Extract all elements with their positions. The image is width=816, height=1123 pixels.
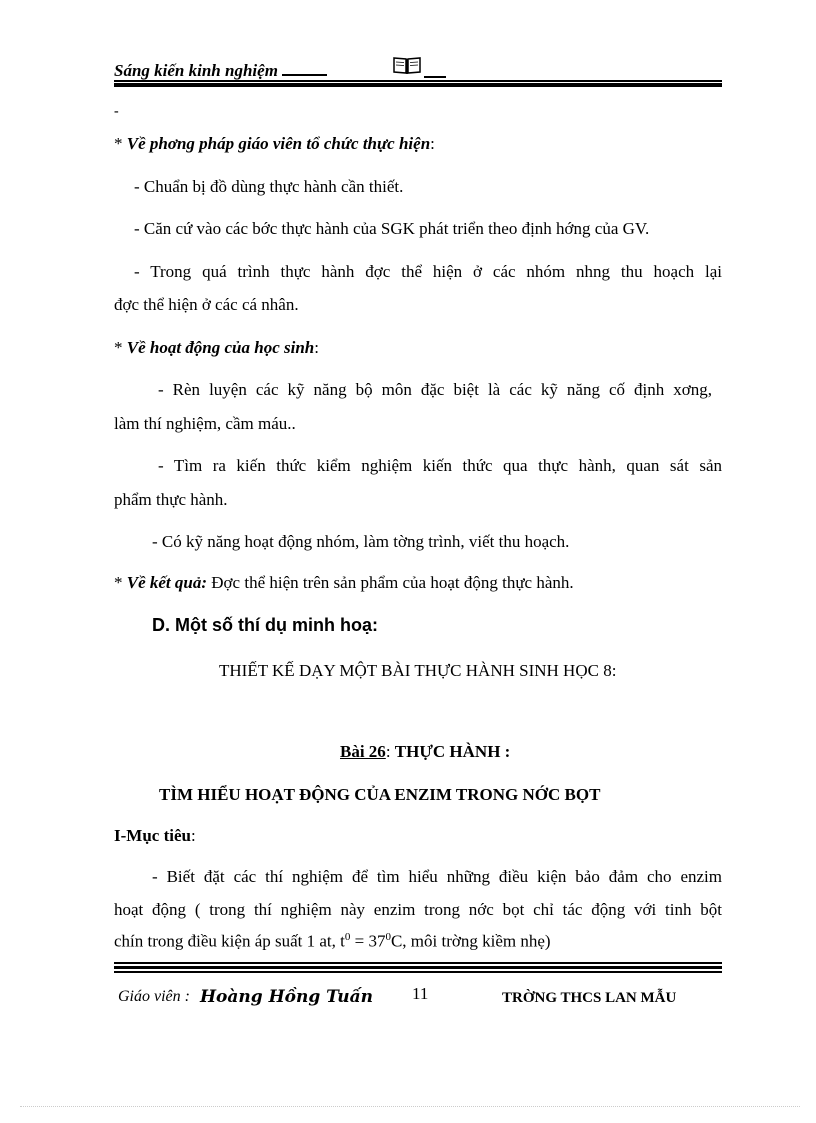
list-item-continued: làm thí nghiệm, cầm máu.. [114, 414, 296, 433]
list-item: - Chuẩn bị đồ dùng thực hành cần thiết. [134, 177, 404, 196]
teacher-heading [114, 134, 435, 154]
student-heading [114, 338, 319, 358]
superscript: 0 [344, 931, 351, 943]
student-heading-label: Về hoạt động của học sinh [126, 338, 315, 357]
lesson-number: Bài 26 [340, 742, 386, 761]
header-rule-thick [114, 83, 722, 87]
book-icon [392, 55, 422, 75]
lesson-title [340, 742, 510, 762]
list-item: - Tìm ra kiến thức kiểm nghiệm kiến thức qua thực hành, quan sát sản [158, 456, 722, 475]
footer-school: TRỜNG THCS LAN MẪU [502, 990, 677, 1006]
objective-text-part: C, môi trờng kiềm nhẹ) [390, 931, 551, 951]
teacher-heading-label: Về phơng pháp giáo viên tổ chức thực hiện [126, 134, 431, 153]
result-text: Đợc thể hiện trên sản phẩm của hoạt động thực hành. [207, 573, 574, 592]
objective-text-part: chín trong điều kiện áp suất 1 at, t [114, 931, 345, 951]
footer-rule [114, 962, 722, 964]
result-line [114, 573, 574, 593]
page-edge [20, 1106, 800, 1107]
list-item-continued: phẩm thực hành. [114, 490, 228, 509]
list-item: - Căn cứ vào các bớc thực hành của SGK phát triển theo định hớng của GV. [134, 219, 650, 238]
footer-rule [114, 971, 722, 973]
header-underline-tail [424, 76, 446, 78]
stray-dash: - [114, 104, 119, 119]
header-title [114, 61, 327, 81]
lesson-subtitle: TÌM HIỂU HOẠT ĐỘNG CỦA ENZIM TRONG NỚC BỌT [159, 785, 601, 804]
objective-colon: : [190, 826, 196, 845]
objective-text: hoạt động ( trong thí nghiệm này enzim trong nớc bọt chỉ tác động với tinh bột [114, 900, 722, 919]
footer-teacher-name: Hoàng Hồng Tuấn [200, 987, 373, 1007]
lesson-colon: : [385, 742, 391, 761]
result-bullet: * [114, 573, 127, 592]
objective-text: - Biết đặt các thí nghiệm để tìm hiểu những điều kiện bảo đảm cho enzim [152, 867, 722, 886]
list-item-continued: đợc thể hiện ở các cá nhân. [114, 295, 299, 314]
result-label: Về kết quả: [126, 573, 208, 592]
header-rule [114, 80, 722, 82]
list-item: - Rèn luyện các kỹ năng bộ môn đặc biệt là các kỹ năng cố định xơng, [158, 380, 712, 399]
section-d-heading: D. Một số thí dụ minh hoạ: [152, 615, 378, 635]
student-heading-colon: : [314, 338, 319, 357]
footer-rule-thick [114, 966, 722, 969]
teacher-heading-colon: : [430, 134, 435, 153]
objective-heading [114, 826, 196, 846]
teacher-heading-bullet: * [114, 134, 127, 153]
footer-teacher-label: Giáo viên : [118, 988, 190, 1005]
list-item: - Trong quá trình thực hành đợc thể hiện ở các nhóm nhng thu hoạch lại [134, 262, 722, 281]
objective-text-part: = 37 [350, 931, 386, 951]
page-number: 11 [412, 984, 429, 1003]
lesson-name: THỰC HÀNH : [394, 742, 511, 761]
design-title: THIẾT KẾ DẠY MỘT BÀI THỰC HÀNH SINH HỌC 8: [219, 661, 617, 680]
student-heading-bullet: * [114, 338, 127, 357]
header-title-text: Sáng kiến kinh nghiệm [114, 61, 278, 80]
superscript: 0 [385, 931, 391, 943]
objective-text [114, 931, 551, 952]
list-item: - Có kỹ năng hoạt động nhóm, làm tờng trình, viết thu hoạch. [152, 532, 570, 551]
objective-heading-label: I-Mục tiêu [114, 826, 191, 845]
